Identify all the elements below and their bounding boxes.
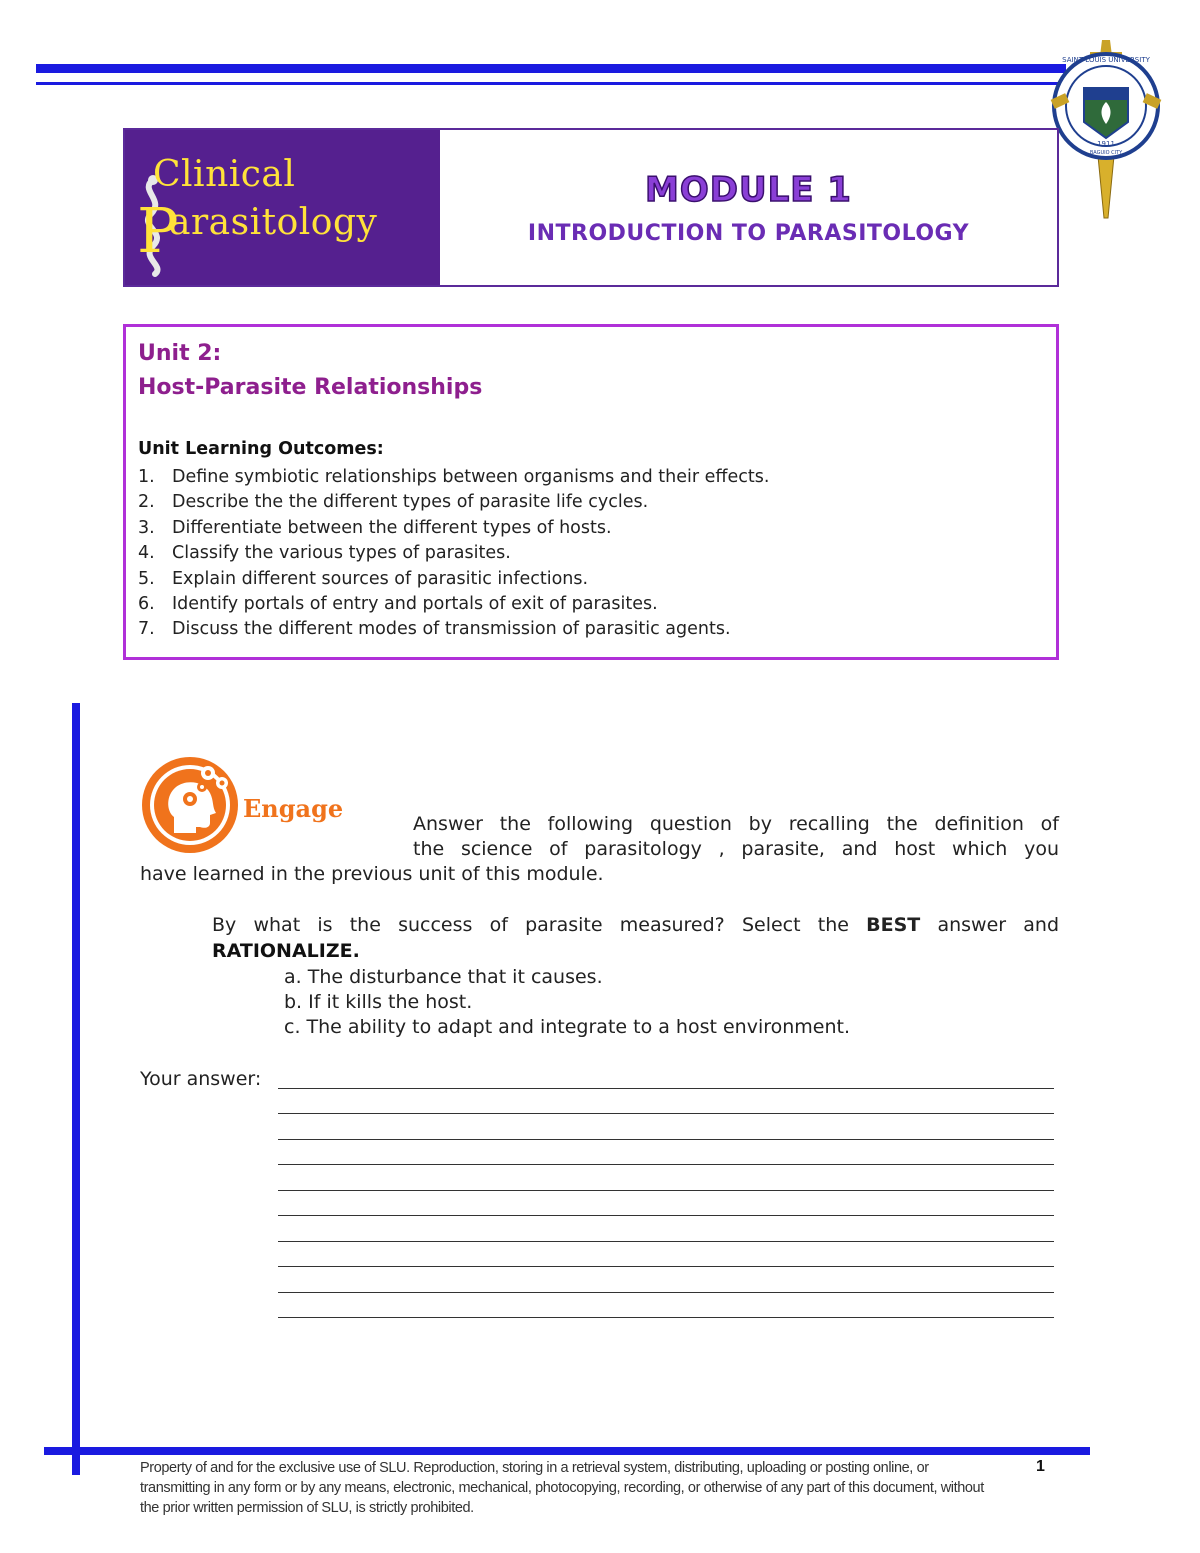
question-line2: RATIONALIZE. bbox=[212, 940, 360, 962]
seal-year: 1911 bbox=[1097, 140, 1115, 148]
seal-text-top: SAINT LOUIS UNIVERSITY bbox=[1062, 56, 1150, 64]
answer-line[interactable] bbox=[278, 1139, 1054, 1140]
answer-line[interactable] bbox=[278, 1215, 1054, 1216]
copyright-footer: Property of and for the exclusive use of SLU. Reproduction, storing in a retrieval system, distributing, uploading or posting online, or transmitting in any form or by any means, electronic, mechanical, photocopying, recording, or otherwise of any part of this document, without the prior written permission of SLU, is strictly prohibited. bbox=[140, 1460, 984, 1516]
outcome-text: Identify portals of entry and portals of exit of parasites. bbox=[172, 594, 658, 615]
logo-word-parasitology: arasitology bbox=[169, 202, 378, 243]
list-item bbox=[138, 617, 769, 642]
answer-line[interactable] bbox=[278, 1164, 1054, 1165]
engage-intro-line1: Answer the following question by recalling the definition of bbox=[413, 813, 1059, 835]
answer-line[interactable] bbox=[278, 1113, 1054, 1114]
answer-line[interactable] bbox=[278, 1266, 1054, 1267]
outcome-number: 7. bbox=[138, 619, 155, 640]
list-item bbox=[138, 567, 769, 592]
list-item bbox=[138, 465, 769, 490]
list-item bbox=[138, 592, 769, 617]
outcome-number: 1. bbox=[138, 467, 155, 487]
answer-option-c: c. The ability to adapt and integrate to a host environment. bbox=[284, 1016, 851, 1038]
question-text-pre: By what is the success of parasite measured? Select the bbox=[212, 914, 867, 936]
outcome-text: Describe the the different types of parasite life cycles. bbox=[172, 492, 649, 513]
answer-line[interactable] bbox=[278, 1088, 1054, 1089]
outcome-text: Discuss the different modes of transmission of parasitic agents. bbox=[172, 619, 731, 640]
question-line1 bbox=[212, 913, 1059, 939]
outcome-number: 4. bbox=[138, 543, 155, 564]
question-text-post: answer and bbox=[920, 914, 1060, 936]
answer-line[interactable] bbox=[278, 1241, 1054, 1242]
answer-line[interactable] bbox=[278, 1190, 1054, 1191]
question-emphasis: BEST bbox=[866, 914, 921, 936]
top-rule-thick bbox=[36, 64, 1066, 73]
outcome-text: Classify the various types of parasites. bbox=[172, 543, 511, 564]
list-item bbox=[138, 490, 769, 515]
outcomes-list bbox=[138, 465, 769, 643]
outcome-text: Differentiate between the different types of hosts. bbox=[172, 517, 612, 538]
outcome-number: 3. bbox=[138, 517, 155, 538]
page-number: 1 bbox=[1036, 1458, 1045, 1475]
list-item bbox=[138, 516, 769, 541]
outcome-text: Explain different sources of parasitic infections. bbox=[172, 568, 589, 589]
answer-line[interactable] bbox=[278, 1317, 1054, 1318]
unit-box bbox=[123, 324, 1059, 660]
outcome-number: 6. bbox=[138, 594, 155, 615]
module-subtitle: INTRODUCTION TO PARASITOLOGY bbox=[527, 221, 970, 246]
answer-option-a: a. The disturbance that it causes. bbox=[284, 966, 603, 988]
outcome-number: 2. bbox=[138, 492, 155, 513]
bottom-rule bbox=[44, 1447, 1090, 1455]
outcome-text: Define symbiotic relationships between organisms and their effects. bbox=[172, 467, 770, 487]
module-title: MODULE 1 bbox=[645, 170, 852, 210]
top-rule-thin bbox=[36, 82, 1066, 85]
engage-head-gears-icon bbox=[138, 753, 242, 857]
answer-line[interactable] bbox=[278, 1292, 1054, 1293]
engage-label: Engage bbox=[243, 794, 344, 823]
engage-intro-line2: the science of parasitology , parasite, and host which you bbox=[413, 838, 1059, 860]
unit-number: Unit 2: bbox=[138, 341, 222, 366]
university-seal-logo bbox=[1050, 36, 1162, 226]
outcomes-heading: Unit Learning Outcomes: bbox=[138, 439, 384, 459]
answer-option-b: b. If it kills the host. bbox=[284, 991, 473, 1013]
left-margin-bar bbox=[72, 703, 80, 1475]
your-answer-label: Your answer: bbox=[140, 1068, 262, 1090]
unit-title: Host-Parasite Relationships bbox=[138, 375, 483, 400]
list-item bbox=[138, 541, 769, 566]
engage-intro-line3: have learned in the previous unit of this module. bbox=[140, 863, 604, 885]
module-banner bbox=[123, 128, 1059, 287]
seal-text-bottom: BAGUIO CITY bbox=[1089, 150, 1123, 156]
logo-word-clinical: Clinical bbox=[153, 154, 296, 195]
outcome-number: 5. bbox=[138, 568, 155, 589]
course-logo bbox=[125, 130, 440, 285]
logo-initial: P bbox=[137, 194, 179, 267]
